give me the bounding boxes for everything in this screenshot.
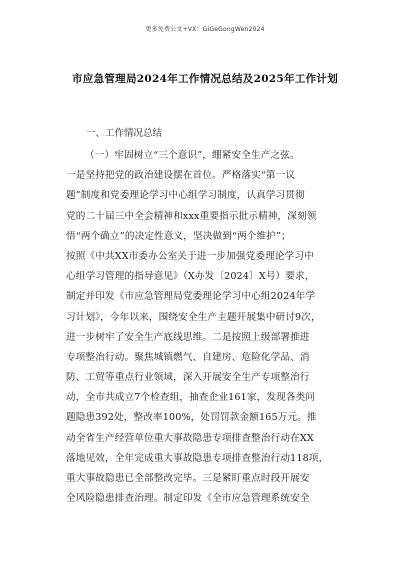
body-line: 动全省生产经营单位重大事故隐患专项排查整治行动在XX [66,432,314,444]
body-line: 按照《中共XX市委办公室关于进一步加强党委理论学习中 [66,250,314,262]
body-line: 专项整治行动。聚焦城镇燃气、自建房、危险化学品、消 [66,351,310,363]
section-heading: 一、工作情况总结 [86,128,163,139]
body-line: 动，全市共成立7个检查组，抽查企业161家，发现各类问 [66,392,316,404]
body-line: 制定并印发《市应急管理局党委理论学习中心组2024年学 [66,291,316,303]
document-title: 市应急管理局2024年工作情况总结及2025年工作计划 [71,73,339,85]
body-line: 防、工贸等重点行业领域，深入开展安全生产专项整治行 [66,372,310,384]
body-line: 落地见效，全年完成重大事故隐患专项排查整治行动118项， [66,452,329,464]
body-line: 重大事故隐患已全部整改完毕。三是紧盯重点时段开展安 [66,473,310,484]
body-line: 题”制度和党委理论学习中心组学习制度，认真学习贯彻 [66,190,305,202]
body-line: 党的二十届三中全会精神和xxx重要指示批示精神，深刻领 [66,210,317,222]
body-line: 一是坚持把党的政治建设摆在首位。严格落实“第一议 [66,170,296,182]
body-line: 习计划》，今年以来，围绕安全生产主题开展集中研讨9次， [66,311,321,323]
body-line: 全风险隐患排查治理。制定印发《全市应急管理系统安全 [66,493,310,505]
body-text [66,146,356,509]
header-note: 更多免费公文+VX：GiGeGongWen2024 [145,26,265,33]
body-line: 心组学习管理的指导意见》（X办发〔2024〕X号）要求， [66,271,315,283]
body-line: 悟“两个确立”的决定性意义，坚决做到“两个维护”； [66,230,291,242]
body-line: （一）牢固树立“三个意识”，绷紧安全生产之弦。 [85,150,300,161]
body-line: 进一步树牢了安全生产底线思维。二是按照上级部署推进 [66,331,310,343]
body-line: 题隐患392处，整改率100%，处罚罚款金额165万元。推 [66,412,317,424]
